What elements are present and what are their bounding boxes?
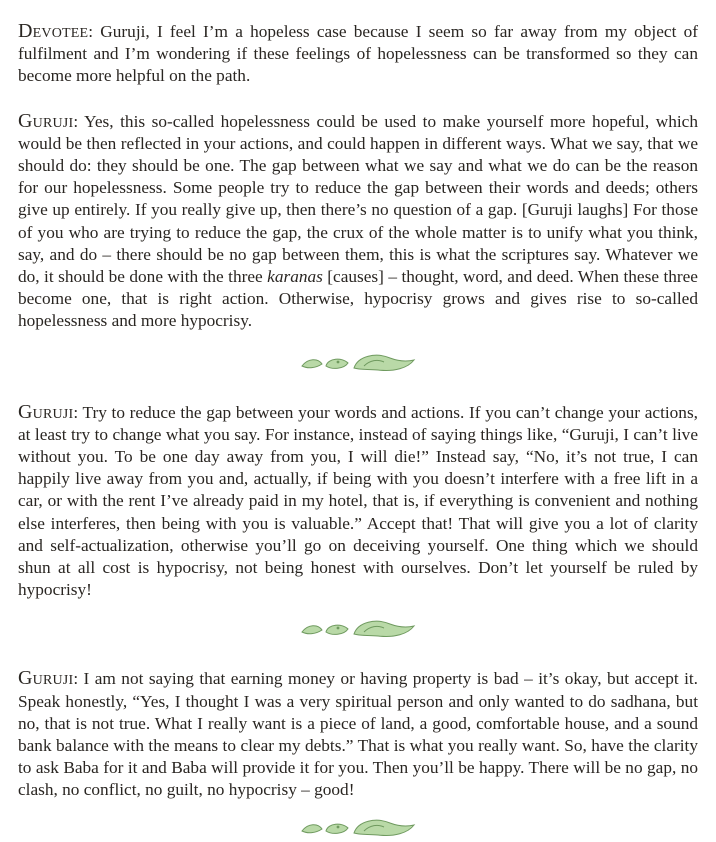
paragraph-devotee-question [18, 20, 698, 88]
speaker-label: Guruji [18, 400, 74, 423]
paragraph-guruji-answer-1 [18, 110, 698, 333]
paragraph-guruji-answer-2 [18, 401, 698, 602]
speaker-label: Guruji [18, 667, 74, 690]
paragraph-text: : Try to reduce the gap between your words and actions. If you can’t change your actions, at least try to change what you say. For instance, instead of saying things like, “Guruji, I can’t live without you. To be one day away from you, I will die!” Instead say, “No, it’s not true, I can happily live away from you and, actually, if being with you doesn’t interfere with a free lift in a car, or with the rent I’ve already paid in my hotel, that is, if everything is convenient and nothing else interferes, then being with you is valuable.” Accept that! That will give you a lot of clarity and self-actualization, otherwise you’ll go on deceiving yourself. One thing which we should shun at all cost is hypocrisy, not being honest with ourselves. Don’t let yourself be ruled by hypocrisy! [18, 402, 698, 600]
leaf-ornament-icon [18, 347, 698, 377]
leaf-ornament-icon [18, 613, 698, 643]
paragraph-text: : Guruji, I feel I’m a hopeless case because I seem so far away from my object of fulfilment and I’m wondering if these feelings of hopelessness can be transformed so they can become more helpful on the path. [18, 22, 698, 86]
paragraph-text: [causes] – thought, word, and deed. When these three become one, that is right action. Otherwise, hypocrisy grows and gives rise to so-called hopelessness and more hypocrisy. [18, 267, 698, 331]
paragraph-guruji-answer-3 [18, 667, 698, 801]
speaker-label: Devotee [18, 20, 89, 42]
speaker-label: Guruji [18, 109, 74, 132]
italic-term: karanas [267, 267, 323, 287]
leaf-ornament-icon [18, 812, 698, 842]
paragraph-text: : Yes, this so-called hopelessness could be used to make yourself more hopeful, which would be then reflected in your actions, and could happen in different ways. What we say, that we should do: they should be one. The gap between what we say and what we do can be the reason for our hopelessness. Some people try to reduce the gap between their words and deeds; others give up entirely. If you really give up, then there’s no question of a gap. [Guruji laughs] For those of you who are trying to reduce the gap, the crux of the whole matter is to unify what you think, say, and do – there should be no gap between them, this is what the scriptures say. Whatever we do, it should be done with the three [18, 111, 698, 287]
document-page [18, 20, 698, 842]
paragraph-text: : I am not saying that earning money or having property is bad – it’s okay, but accept it. Speak honestly, “Yes, I thought I was a very spiritual person and only wanted to do sadhana, but no, that is not true. What I really want is a piece of land, a good, comfortable house, and a sound bank balance with the means to clear my debts.” That is what you really want. So, have the clarity to ask Baba for it and Baba will provide it for you. Then you’ll be happy. There will be no gap, no clash, no conflict, no guilt, no hypocrisy – good! [18, 669, 698, 800]
